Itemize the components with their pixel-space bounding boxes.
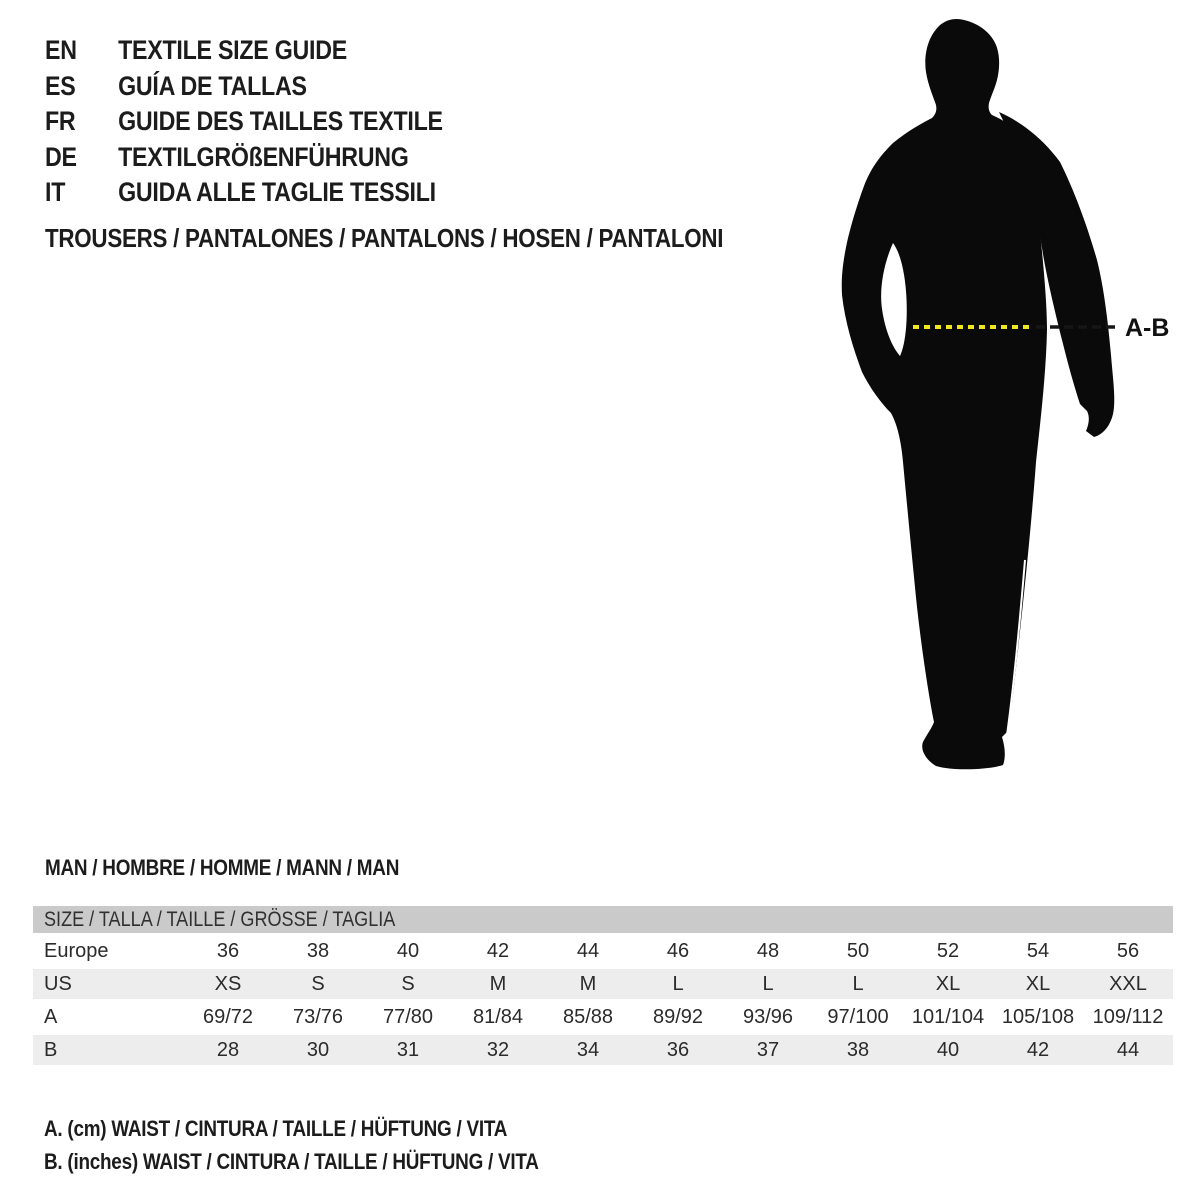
size-cell: 46 — [666, 939, 690, 962]
size-cell: 56 — [1116, 939, 1140, 962]
size-cell: 32 — [486, 1038, 510, 1061]
language-row — [45, 175, 443, 211]
language-label: GUIDA ALLE TAGLIE TESSILI — [118, 177, 436, 208]
size-cell: 109/112 — [1092, 1005, 1164, 1028]
size-cell: XXL — [1109, 972, 1147, 995]
size-cell: 54 — [1026, 939, 1050, 962]
size-cell: 34 — [576, 1038, 600, 1061]
size-cell: XL — [1025, 972, 1051, 995]
size-cell: L — [852, 972, 864, 995]
footnote-a-text: A. (cm) WAIST / CINTURA / TAILLE / HÜFTUNG / VITA — [44, 1116, 508, 1141]
size-cell: 77/80 — [382, 1005, 434, 1028]
language-code: EN — [45, 35, 77, 66]
size-cell: 69/72 — [202, 1005, 254, 1028]
size-cell: 40 — [936, 1038, 960, 1061]
size-cell: 38 — [306, 939, 330, 962]
size-cell: 52 — [936, 939, 960, 962]
size-cell: 93/96 — [742, 1005, 794, 1028]
footnotes — [44, 1112, 619, 1178]
size-cell: S — [311, 972, 325, 995]
language-label: GUIDE DES TAILLES TEXTILE — [118, 106, 443, 137]
language-code: FR — [45, 106, 76, 137]
footnote-b-text: B. (inches) WAIST / CINTURA / TAILLE / HÜFTUNG / VITA — [44, 1149, 539, 1174]
table-row — [33, 969, 1173, 999]
size-cell: L — [762, 972, 774, 995]
size-cell: 101/104 — [911, 1005, 985, 1028]
size-cell: 30 — [306, 1038, 330, 1061]
language-code: ES — [45, 70, 76, 101]
size-cell: S — [401, 972, 415, 995]
table-row — [33, 1035, 1173, 1065]
size-cell: 48 — [756, 939, 780, 962]
language-label: TEXTILE SIZE GUIDE — [118, 35, 347, 66]
language-row — [45, 33, 443, 69]
size-cell: 42 — [1026, 1038, 1050, 1061]
row-label: B — [44, 1038, 58, 1061]
footnote-b — [44, 1145, 619, 1178]
size-cell: 44 — [576, 939, 600, 962]
footnote-a — [44, 1112, 619, 1145]
row-label: US — [44, 972, 72, 995]
size-table — [33, 906, 1173, 1068]
section-title-text: MAN / HOMBRE / HOMME / MANN / MAN — [45, 855, 400, 880]
table-header-row — [33, 906, 1173, 933]
silhouette-figure — [835, 10, 1180, 800]
table-header-text: SIZE / TALLA / TAILLE / GRÖSSE / TAGLIA — [44, 908, 396, 931]
table-body — [33, 936, 1173, 1065]
size-cell: 81/84 — [472, 1005, 524, 1028]
size-cell: M — [579, 972, 597, 995]
size-cell: 36 — [216, 939, 240, 962]
size-cell: XL — [935, 972, 961, 995]
language-row — [45, 69, 443, 105]
table-row — [33, 1002, 1173, 1032]
size-cell: 42 — [486, 939, 510, 962]
table-row — [33, 936, 1173, 966]
product-heading — [45, 223, 834, 254]
size-cell: 28 — [216, 1038, 240, 1061]
section-title — [45, 855, 457, 881]
size-cell: XS — [214, 972, 242, 995]
size-cell: 40 — [396, 939, 420, 962]
language-label: TEXTILGRÖßENFÜHRUNG — [118, 141, 409, 172]
language-label: GUÍA DE TALLAS — [118, 70, 307, 101]
language-row — [45, 140, 443, 176]
size-cell: 105/108 — [1001, 1005, 1075, 1028]
size-cell: 73/76 — [292, 1005, 344, 1028]
size-cell: 36 — [666, 1038, 690, 1061]
size-cell: 38 — [846, 1038, 870, 1061]
language-code: IT — [45, 177, 66, 208]
size-cell: 31 — [396, 1038, 420, 1061]
size-cell: 44 — [1116, 1038, 1140, 1061]
language-code: DE — [45, 141, 77, 172]
row-label: A — [44, 1005, 58, 1028]
size-cell: M — [489, 972, 507, 995]
measure-label: A-B — [1125, 314, 1170, 342]
product-heading-text: TROUSERS / PANTALONES / PANTALONS / HOSEN / PANTALONI — [45, 223, 724, 253]
size-cell: 97/100 — [827, 1005, 889, 1028]
size-cell: 89/92 — [652, 1005, 704, 1028]
size-cell: 85/88 — [562, 1005, 614, 1028]
language-list — [45, 33, 443, 211]
row-label: Europe — [44, 939, 109, 962]
size-cell: L — [672, 972, 684, 995]
size-cell: 50 — [846, 939, 870, 962]
size-cell: 37 — [756, 1038, 780, 1061]
language-row — [45, 104, 443, 140]
